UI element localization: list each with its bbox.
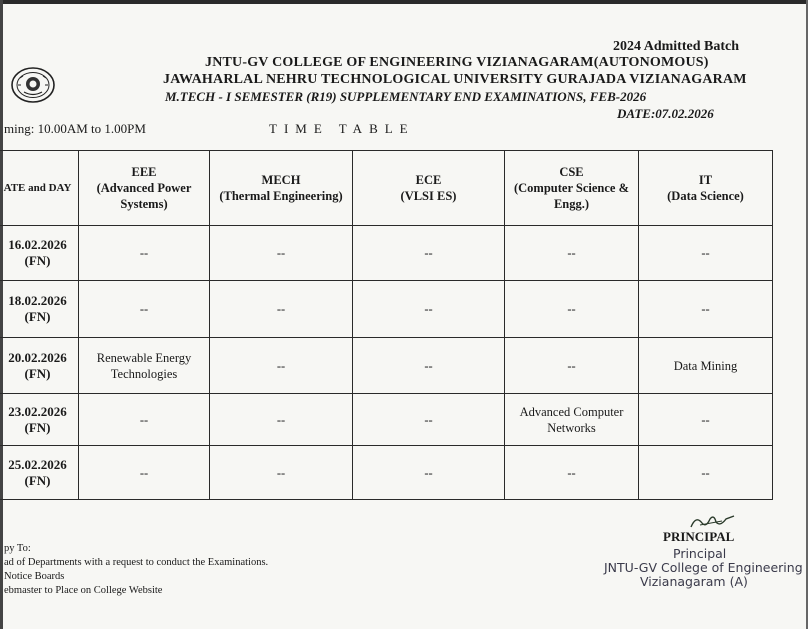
branch-header-it: [639, 151, 773, 226]
table-row: [0, 338, 773, 394]
branch-spec: (VLSI ES): [400, 189, 457, 203]
subject-cell: --: [79, 226, 210, 281]
university-name: JAWAHARLAL NEHRU TECHNOLOGICAL UNIVERSITY GURAJADA VIZIANAGARAM: [163, 72, 747, 87]
exam-date: 16.02.2026: [8, 237, 67, 252]
notice-date: DATE:07.02.2026: [617, 106, 714, 121]
exam-date: 25.02.2026: [8, 456, 67, 472]
exam-day-cell: [0, 446, 79, 500]
college-emblem-icon: [10, 66, 56, 104]
table-row: [0, 394, 773, 446]
exam-date: 20.02.2026: [8, 349, 67, 365]
timetable-heading: TIME TABLE: [269, 121, 415, 136]
subject-cell: --: [210, 281, 353, 338]
exam-session: (FN): [24, 253, 51, 268]
exam-timing: ming: 10.00AM to 1.00PM: [4, 121, 146, 136]
exam-session: (FN): [24, 309, 51, 324]
subject-cell: --: [210, 338, 353, 394]
subject-cell: --: [210, 394, 353, 446]
subject-cell: --: [210, 226, 353, 281]
stamp-line: Vizianagaram (A): [640, 574, 748, 589]
subject-cell: --: [353, 446, 505, 500]
subject-cell: --: [79, 394, 210, 446]
stamp-line: JNTU-GV College of Engineering: [604, 560, 803, 575]
copy-to-item: Notice Boards: [4, 571, 65, 582]
exam-session: (FN): [24, 472, 51, 488]
branch-code: EEE: [131, 165, 157, 179]
college-name: JNTU-GV COLLEGE OF ENGINEERING VIZIANAGARAM(AUTONOMOUS): [205, 55, 709, 70]
subject-cell: --: [505, 281, 639, 338]
stamp-line: Principal: [673, 546, 727, 561]
subject-cell: --: [639, 394, 773, 446]
subject-cell: --: [353, 338, 505, 394]
scan-top-edge: [0, 0, 808, 4]
subject-cell: --: [639, 281, 773, 338]
branch-header-mech: [210, 151, 353, 226]
copy-to-heading: py To:: [4, 543, 31, 554]
subject-cell: Data Mining: [639, 338, 773, 394]
subject-cell: --: [505, 446, 639, 500]
exam-session: (FN): [24, 419, 51, 435]
admitted-batch: 2024 Admitted Batch: [613, 39, 739, 54]
table-row: [0, 281, 773, 338]
subject-cell: --: [353, 226, 505, 281]
exam-day-cell: [0, 226, 79, 281]
subject-cell: --: [353, 281, 505, 338]
subject-cell: --: [639, 226, 773, 281]
branch-header-cse: [505, 151, 639, 226]
branch-header-eee: [79, 151, 210, 226]
day-column-header: ATE and DAY: [0, 151, 79, 226]
table-header-row: [0, 151, 773, 226]
principal-title: PRINCIPAL: [663, 529, 735, 544]
copy-to-item: ebmaster to Place on College Website: [4, 585, 163, 596]
exam-day-cell: [0, 394, 79, 446]
exam-title: M.TECH - I SEMESTER (R19) SUPPLEMENTARY END EXAMINATIONS, FEB-2026: [165, 89, 647, 104]
subject-cell: --: [639, 446, 773, 500]
subject-cell: --: [505, 226, 639, 281]
branch-code: IT: [698, 173, 713, 187]
branch-spec: (Data Science): [667, 189, 744, 203]
branch-spec: (Computer Science & Engg.): [513, 181, 630, 211]
exam-day-cell: [0, 281, 79, 338]
branch-spec: (Thermal Engineering): [219, 189, 343, 203]
timetable-grid: [0, 150, 773, 500]
exam-session: (FN): [24, 365, 51, 381]
exam-date: 18.02.2026: [8, 293, 67, 308]
branch-code: CSE: [559, 165, 584, 179]
table-row: [0, 446, 773, 500]
branch-header-ece: [353, 151, 505, 226]
subject-cell: Renewable Energy Technologies: [79, 338, 210, 394]
subject-cell: --: [79, 446, 210, 500]
copy-to-item: ad of Departments with a request to conduct the Examinations.: [4, 557, 269, 568]
subject-cell: Advanced Computer Networks: [505, 394, 639, 446]
subject-cell: --: [353, 394, 505, 446]
subject-cell: --: [79, 281, 210, 338]
subject-cell: --: [210, 446, 353, 500]
exam-day-cell: [0, 338, 79, 394]
table-row: [0, 226, 773, 281]
branch-code: MECH: [261, 173, 301, 187]
exam-date: 23.02.2026: [8, 403, 67, 419]
subject-cell: --: [505, 338, 639, 394]
branch-code: ECE: [415, 173, 442, 187]
branch-spec: (Advanced Power Systems): [96, 181, 192, 211]
